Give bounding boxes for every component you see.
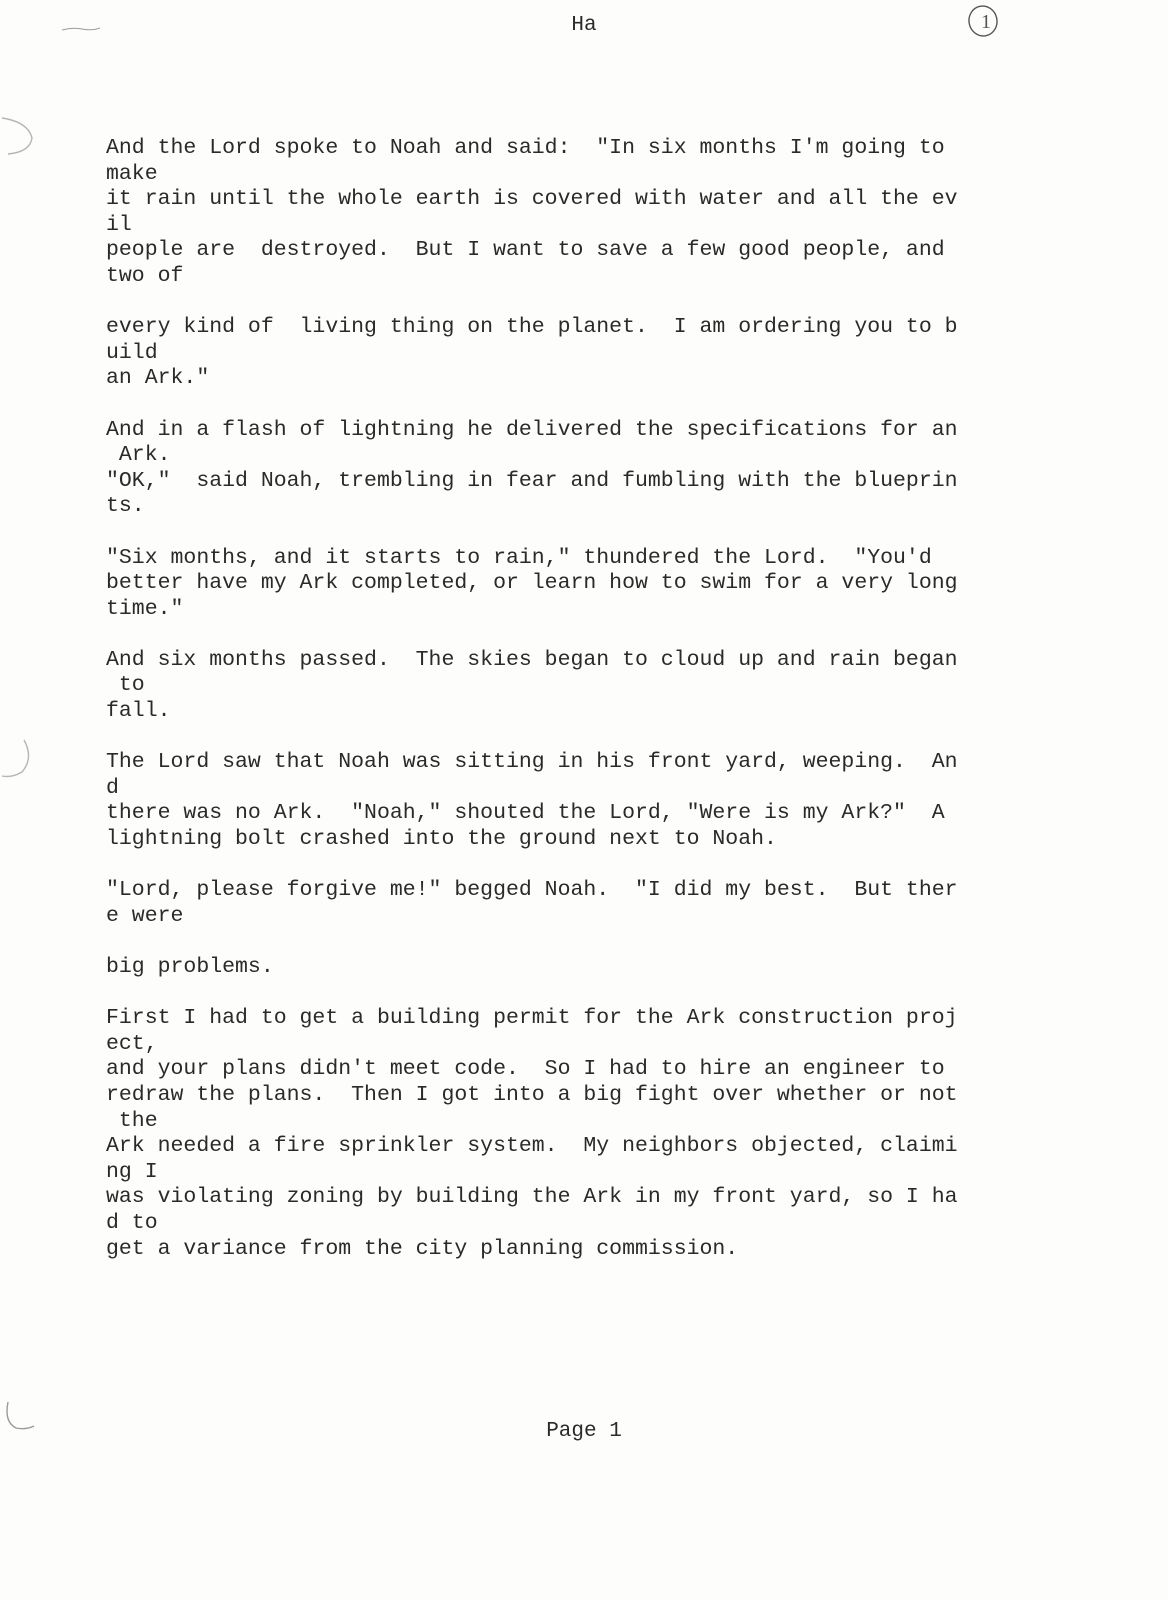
text-line bbox=[106, 929, 1126, 955]
text-line: ect, bbox=[106, 1031, 158, 1056]
text-line bbox=[106, 622, 1126, 648]
text-line: "Six months, and it starts to rain," thundered the Lord. "You'd bbox=[106, 545, 932, 570]
text-line bbox=[106, 853, 1126, 879]
text-line bbox=[106, 725, 1126, 751]
text-line: better have my Ark completed, or learn how to swim for a very long bbox=[106, 571, 958, 596]
text-line: uild bbox=[106, 340, 158, 365]
page-footer bbox=[0, 1416, 1168, 1448]
text-line: fall. bbox=[106, 699, 171, 724]
text-line: ts. bbox=[106, 494, 145, 519]
text-line: time." bbox=[106, 596, 184, 621]
text-line: And the Lord spoke to Noah and said: "In six months I'm going to bbox=[106, 136, 945, 160]
punch-hole-top bbox=[0, 112, 40, 158]
text-line: il bbox=[106, 212, 132, 237]
text-line bbox=[106, 520, 1126, 546]
text-line: get a variance from the city planning commission. bbox=[106, 1236, 739, 1261]
text-line: Ark needed a fire sprinkler system. My neighbors objected, claimi bbox=[106, 1134, 958, 1159]
text-line: "OK," said Noah, trembling in fear and fumbling with the blueprin bbox=[106, 468, 958, 493]
text-line: an Ark." bbox=[106, 366, 210, 391]
text-line: And in a flash of lightning he delivered the specifications for an bbox=[106, 417, 958, 442]
text-line: to bbox=[106, 673, 145, 698]
text-line: make bbox=[106, 161, 158, 186]
text-line: and your plans didn't meet code. So I had to hire an engineer to bbox=[106, 1057, 945, 1082]
text-line: it rain until the whole earth is covered with water and all the ev bbox=[106, 187, 958, 212]
page-mark-number: 1 bbox=[981, 11, 991, 33]
text-line: there was no Ark. "Noah," shouted the Lord, "Were is my Ark?" A bbox=[106, 801, 945, 826]
header-title: Ha bbox=[571, 14, 597, 37]
text-line: And six months passed. The skies began to cloud up and rain began bbox=[106, 647, 958, 672]
scan-mark bbox=[62, 26, 100, 32]
text-line: First I had to get a building permit for the Ark construction proj bbox=[106, 1006, 958, 1031]
text-line: d bbox=[106, 775, 119, 800]
text-line: was violating zoning by building the Ark in my front yard, so I ha bbox=[106, 1185, 958, 1210]
text-line bbox=[106, 981, 1126, 1007]
text-line: redraw the plans. Then I got into a big fight over whether or not bbox=[106, 1082, 958, 1107]
text-line: ng I bbox=[106, 1159, 158, 1184]
punch-hole-middle bbox=[0, 738, 40, 784]
document-body bbox=[106, 136, 1126, 1262]
handwritten-page-number bbox=[966, 4, 1000, 38]
text-line: big problems. bbox=[106, 955, 274, 979]
text-line: e were bbox=[106, 903, 184, 928]
text-line bbox=[106, 290, 1126, 316]
text-line: lightning bolt crashed into the ground next to Noah. bbox=[106, 827, 777, 852]
page-number: Page 1 bbox=[546, 1420, 622, 1443]
text-line: two of bbox=[106, 263, 184, 288]
text-line: every kind of living thing on the planet. I am ordering you to b bbox=[106, 315, 958, 340]
text-line: people are destroyed. But I want to save a few good people, and bbox=[106, 238, 945, 263]
text-line: d to bbox=[106, 1210, 158, 1235]
text-line: The Lord saw that Noah was sitting in his front yard, weeping. An bbox=[106, 750, 958, 775]
text-line: "Lord, please forgive me!" begged Noah. "I did my best. But ther bbox=[106, 878, 958, 903]
text-line: the bbox=[106, 1108, 158, 1133]
text-line bbox=[106, 392, 1126, 418]
text-line: Ark. bbox=[106, 443, 171, 468]
